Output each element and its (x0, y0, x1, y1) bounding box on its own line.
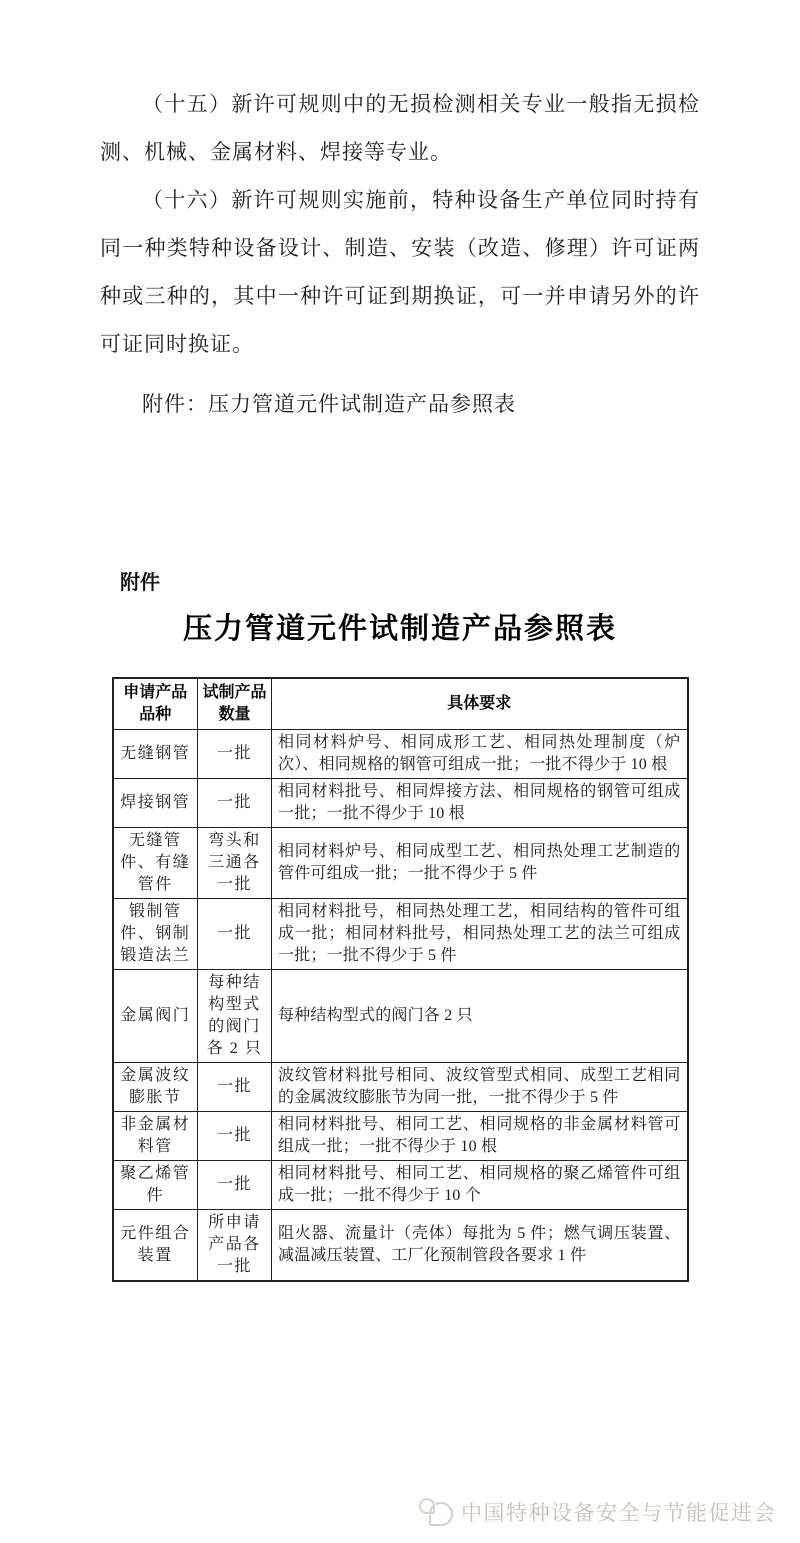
cell-requirement: 相同材料炉号、相同成型工艺、相同热处理工艺制造的管件可组成一批；一批不得少于 5 件 (272, 828, 688, 899)
cell-product: 无缝管件、有缝管件 (113, 828, 198, 899)
association-emblem-icon (417, 1498, 453, 1526)
cell-requirement: 相同材料批号、相同焊接方法、相同规格的钢管可组成一批；一批不得少于 10 根 (272, 779, 688, 828)
body-text-block (0, 0, 800, 428)
cell-product: 金属波纹膨胀节 (113, 1063, 198, 1112)
cell-quantity: 弯头和三通各一批 (198, 828, 272, 899)
table-row (113, 730, 688, 779)
footer-org-name: 中国特种设备安全与节能促进会 (461, 1502, 776, 1525)
cell-requirement: 相同材料炉号、相同成形工艺、相同热处理制度（炉次）、相同规格的钢管可组成一批；一批不得少于 10 根 (272, 730, 688, 779)
cell-product: 焊接钢管 (113, 779, 198, 828)
cell-requirement: 波纹管材料批号相同、波纹管型式相同、成型工艺相同的金属波纹膨胀节为同一批，一批不得少于 5 件 (272, 1063, 688, 1112)
cell-requirement: 阻火器、流量计（壳体）每批为 5 件；燃气调压装置、减温减压装置、工厂化预制管段各要求 1 件 (272, 1210, 688, 1282)
paragraph-item-16: （十六）新许可规则实施前，特种设备生产单位同时持有同一种类特种设备设计、制造、安装（改造、修理）许可证两种或三种的，其中一种许可证到期换证，可一并申请另外的许可证同时换证。 (100, 188, 700, 356)
cell-requirement: 相同材料批号、相同工艺、相同规格的聚乙烯管件可组成一批；一批不得少于 10 个 (272, 1161, 688, 1210)
cell-product: 非金属材料管 (113, 1112, 198, 1161)
cell-requirement: 相同材料批号、相同工艺、相同规格的非金属材料管可组成一批；一批不得少于 10 根 (272, 1112, 688, 1161)
table-row (113, 970, 688, 1063)
cell-requirement: 每种结构型式的阀门各 2 只 (272, 970, 688, 1063)
column-header-product: 申请产品品种 (113, 678, 198, 730)
footer-watermark (417, 1497, 776, 1527)
table-row (113, 1161, 688, 1210)
cell-quantity: 一批 (198, 1161, 272, 1210)
table-row (113, 899, 688, 970)
table-row (113, 1210, 688, 1282)
cell-quantity: 所申请产品各一批 (198, 1210, 272, 1282)
table-row (113, 828, 688, 899)
cell-quantity: 每种结构型式的阀门各 2 只 (198, 970, 272, 1063)
cell-quantity: 一批 (198, 899, 272, 970)
reference-table (112, 677, 689, 1282)
cell-requirement: 相同材料批号，相同热处理工艺，相同结构的管件可组成一批；相同材料批号，相同热处理工艺的法兰可组成一批；一批不得少于 5 件 (272, 899, 688, 970)
paragraph-item-15: （十五）新许可规则中的无损检测相关专业一般指无损检测、机械、金属材料、焊接等专业。 (100, 92, 700, 164)
cell-product: 无缝钢管 (113, 730, 198, 779)
cell-quantity: 一批 (198, 1112, 272, 1161)
table-row (113, 779, 688, 828)
attachment-reference-line: 附件：压力管道元件试制造产品参照表 (142, 392, 516, 416)
page-title: 压力管道元件试制造产品参照表 (182, 613, 617, 645)
cell-quantity: 一批 (198, 730, 272, 779)
attachment-label: 附件 (120, 572, 160, 594)
column-header-requirement: 具体要求 (272, 678, 688, 730)
cell-quantity: 一批 (198, 779, 272, 828)
column-header-quantity: 试制产品数量 (198, 678, 272, 730)
cell-quantity: 一批 (198, 1063, 272, 1112)
cell-product: 金属阀门 (113, 970, 198, 1063)
cell-product: 聚乙烯管件 (113, 1161, 198, 1210)
table-header-row (113, 678, 688, 730)
cell-product: 锻制管件、钢制锻造法兰 (113, 899, 198, 970)
table-row (113, 1112, 688, 1161)
cell-product: 元件组合装置 (113, 1210, 198, 1282)
table-row (113, 1063, 688, 1112)
